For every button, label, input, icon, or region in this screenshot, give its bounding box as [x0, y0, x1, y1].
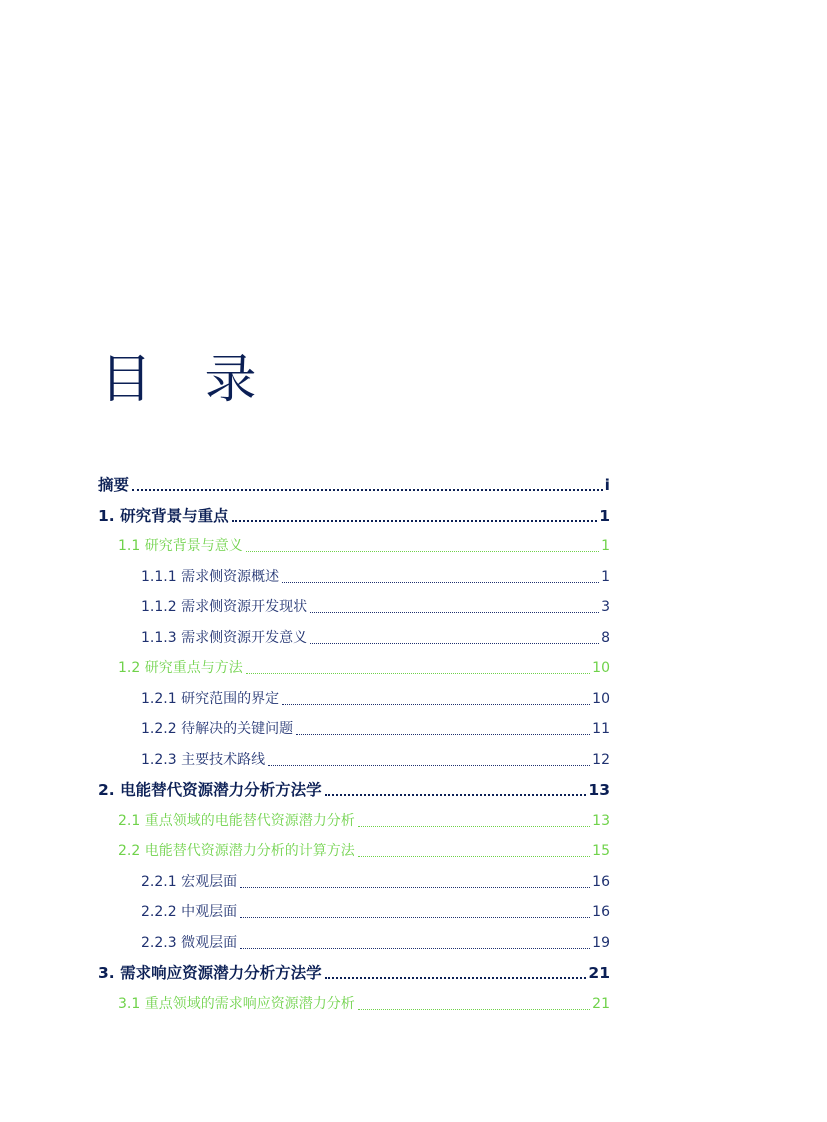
- toc-entry-page-number: 16: [592, 904, 610, 920]
- toc-entry-level-3[interactable]: [141, 931, 610, 955]
- toc-entry-level-3[interactable]: [141, 595, 610, 619]
- toc-entry-level-2[interactable]: [118, 839, 610, 863]
- toc-entry-page-number: 1: [601, 538, 610, 554]
- toc-dot-leader: [282, 687, 590, 711]
- toc-entry-label: 1.1 研究背景与意义: [118, 538, 243, 554]
- toc-entry-level-3[interactable]: [141, 748, 610, 772]
- toc-entry-page-number: 19: [592, 935, 610, 951]
- toc-dot-leader: [358, 992, 590, 1016]
- toc-entry-level-2[interactable]: [118, 809, 610, 833]
- toc-entry-page-number: 1: [601, 569, 610, 585]
- toc-entry-label: 1. 研究背景与重点: [98, 507, 229, 525]
- toc-entry-page-number: 10: [592, 691, 610, 707]
- toc-entry-page-number: 12: [592, 752, 610, 768]
- toc-entry-page-number: 3: [601, 599, 610, 615]
- toc-entry-label: 1.1.2 需求侧资源开发现状: [141, 599, 308, 615]
- toc-entry-level-2[interactable]: [118, 656, 610, 680]
- toc-entry-level-1[interactable]: [98, 778, 610, 802]
- toc-entry-page-number: 15: [592, 843, 610, 859]
- toc-entry-label: 2.2.3 微观层面: [141, 935, 238, 951]
- toc-title: 目 录: [100, 350, 275, 410]
- toc-dot-leader: [240, 931, 590, 955]
- toc-entry-page-number: 11: [592, 721, 610, 737]
- toc-dot-leader: [132, 473, 603, 497]
- toc-entry-label: 1.2.1 研究范围的界定: [141, 691, 280, 707]
- toc-dot-leader: [240, 870, 590, 894]
- toc-entry-page-number: 8: [601, 630, 610, 646]
- toc-entry-label: 2.2 电能替代资源潜力分析的计算方法: [118, 843, 355, 859]
- toc-entry-label: 2.2.2 中观层面: [141, 904, 238, 920]
- toc-entry-level-2[interactable]: [118, 534, 610, 558]
- toc-dot-leader: [246, 656, 590, 680]
- toc-dot-leader: [240, 900, 590, 924]
- toc-dot-leader: [325, 961, 587, 985]
- toc-entry-level-3[interactable]: [141, 900, 610, 924]
- toc-dot-leader: [310, 626, 599, 650]
- toc-entry-level-3[interactable]: [141, 870, 610, 894]
- toc-entry-level-2[interactable]: [118, 992, 610, 1016]
- toc-dot-leader: [232, 504, 598, 528]
- toc-entry-level-3[interactable]: [141, 717, 610, 741]
- toc-entry-page-number: 21: [588, 964, 610, 982]
- toc-entry-page-number: i: [604, 476, 610, 494]
- toc-entry-label: 1.2.2 待解决的关键问题: [141, 721, 294, 737]
- toc-entry-label: 2.2.1 宏观层面: [141, 874, 238, 890]
- toc-entry-label: 3.1 重点领域的需求响应资源潜力分析: [118, 996, 355, 1012]
- toc-dot-leader: [325, 778, 587, 802]
- toc-entry-level-1[interactable]: [98, 961, 610, 985]
- toc-entry-level-3[interactable]: [141, 626, 610, 650]
- toc-entry-label: 3. 需求响应资源潜力分析方法学: [98, 964, 322, 982]
- toc-dot-leader: [358, 809, 590, 833]
- toc-dot-leader: [268, 748, 590, 772]
- toc-entry-label: 2.1 重点领域的电能替代资源潜力分析: [118, 813, 355, 829]
- toc-entry-level-3[interactable]: [141, 687, 610, 711]
- toc-entry-page-number: 13: [592, 813, 610, 829]
- toc-dot-leader: [246, 534, 599, 558]
- toc-entry-label: 摘要: [98, 476, 130, 494]
- toc-entry-level-1[interactable]: [98, 504, 610, 528]
- toc-entry-label: 2. 电能替代资源潜力分析方法学: [98, 781, 322, 799]
- toc-entry-page-number: 1: [599, 507, 610, 525]
- toc-entry-level-1[interactable]: [98, 473, 610, 497]
- toc-entry-label: 1.2.3 主要技术路线: [141, 752, 266, 768]
- toc-dot-leader: [296, 717, 590, 741]
- toc-entry-label: 1.2 研究重点与方法: [118, 660, 243, 676]
- toc-entry-level-3[interactable]: [141, 565, 610, 589]
- toc-entry-label: 1.1.1 需求侧资源概述: [141, 569, 280, 585]
- toc-entry-page-number: 10: [592, 660, 610, 676]
- toc-entry-label: 1.1.3 需求侧资源开发意义: [141, 630, 308, 646]
- toc-entry-page-number: 13: [588, 781, 610, 799]
- toc-dot-leader: [282, 565, 599, 589]
- toc-dot-leader: [310, 595, 599, 619]
- toc-entry-page-number: 16: [592, 874, 610, 890]
- toc-entry-page-number: 21: [592, 996, 610, 1012]
- toc-dot-leader: [358, 839, 590, 863]
